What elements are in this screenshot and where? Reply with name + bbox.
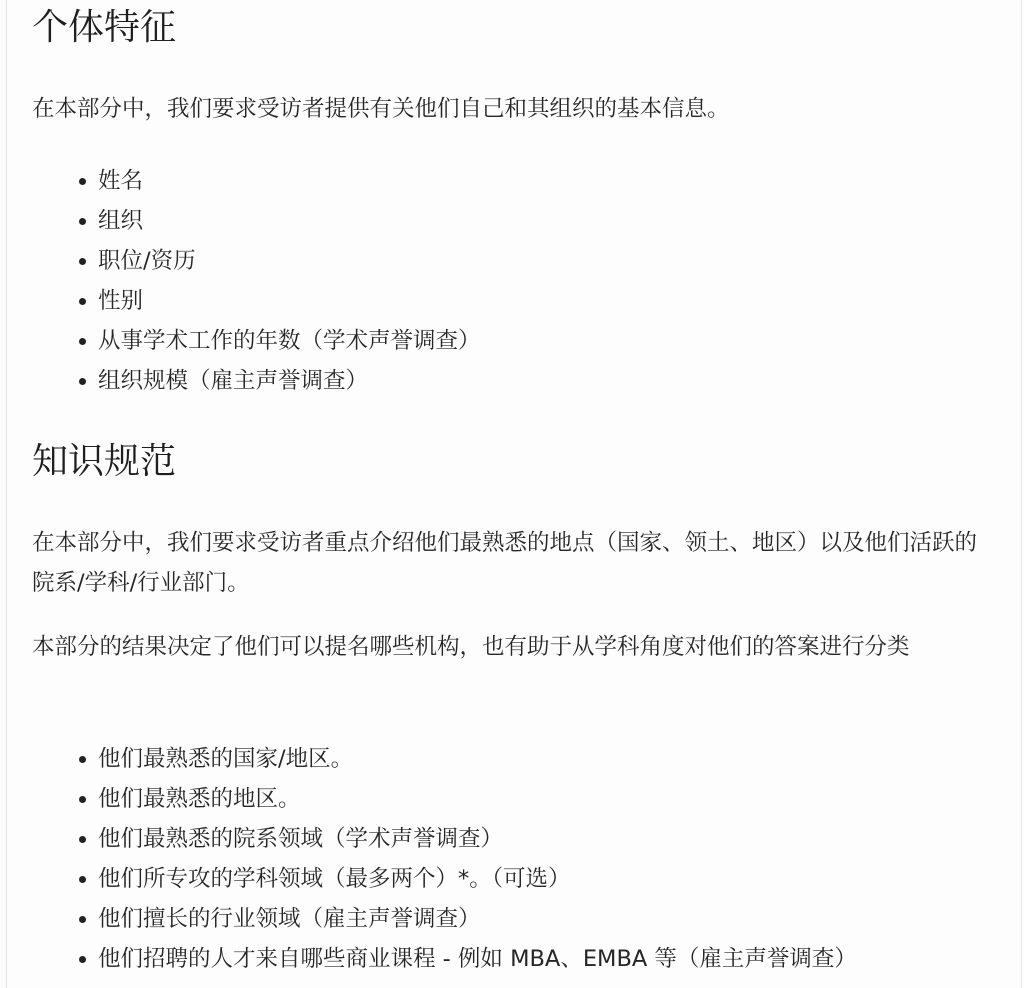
list-item xyxy=(76,939,857,979)
list-item xyxy=(76,739,857,779)
left-border xyxy=(6,0,7,988)
bullet-icon xyxy=(79,298,86,305)
section-heading-individual: 个体特征 xyxy=(32,7,177,48)
bullet-icon xyxy=(79,178,86,185)
bullet-icon xyxy=(79,378,86,385)
bullet-icon xyxy=(79,218,86,225)
list-item xyxy=(76,281,481,321)
list-item-text: 组织规模（雇主声誉调查） xyxy=(98,368,369,394)
bullet-icon xyxy=(79,338,86,345)
list-knowledge-specification xyxy=(76,739,857,979)
list-item xyxy=(76,779,857,819)
right-border xyxy=(1021,0,1022,988)
section-intro-knowledge: 在本部分中，我们要求受访者重点介绍他们最熟悉的地点（国家、领土、地区）以及他们活跃的院系/学科/行业部门。 xyxy=(32,530,978,596)
list-item-text: 性别 xyxy=(98,288,144,314)
bullet-icon xyxy=(79,756,86,763)
list-item xyxy=(76,361,481,401)
list-item xyxy=(76,899,857,939)
list-item-text: 他们最熟悉的地区。 xyxy=(98,786,301,812)
bullet-icon xyxy=(79,836,86,843)
list-item xyxy=(76,819,857,859)
list-item-text: 他们最熟悉的院系领域（学术声誉调查） xyxy=(98,826,504,852)
section-note-knowledge: 本部分的结果决定了他们可以提名哪些机构，也有助于从学科角度对他们的答案进行分类 xyxy=(32,634,910,660)
bullet-icon xyxy=(79,876,86,883)
section-intro-individual: 在本部分中，我们要求受访者提供有关他们自己和其组织的基本信息。 xyxy=(32,96,730,122)
list-item xyxy=(76,161,481,201)
list-item-text: 他们最熟悉的国家/地区。 xyxy=(98,746,354,772)
list-individual-characteristics xyxy=(76,161,481,401)
list-item xyxy=(76,201,481,241)
list-item xyxy=(76,321,481,361)
list-item xyxy=(76,241,481,281)
list-item-text: 他们招聘的人才来自哪些商业课程 - 例如 MBA、EMBA 等（雇主声誉调查） xyxy=(98,946,857,972)
list-item-text: 从事学术工作的年数（学术声誉调查） xyxy=(98,328,481,354)
bullet-icon xyxy=(79,796,86,803)
bullet-icon xyxy=(79,956,86,963)
bullet-icon xyxy=(79,258,86,265)
bullet-icon xyxy=(79,916,86,923)
list-item-text: 他们所专攻的学科领域（最多两个）*。（可选） xyxy=(98,866,571,892)
list-item xyxy=(76,859,857,899)
list-item-text: 组织 xyxy=(98,208,144,234)
list-item-text: 职位/资历 xyxy=(98,248,196,274)
section-heading-knowledge: 知识规范 xyxy=(32,441,177,482)
list-item-text: 他们擅长的行业领域（雇主声誉调查） xyxy=(98,906,481,932)
list-item-text: 姓名 xyxy=(98,168,144,194)
